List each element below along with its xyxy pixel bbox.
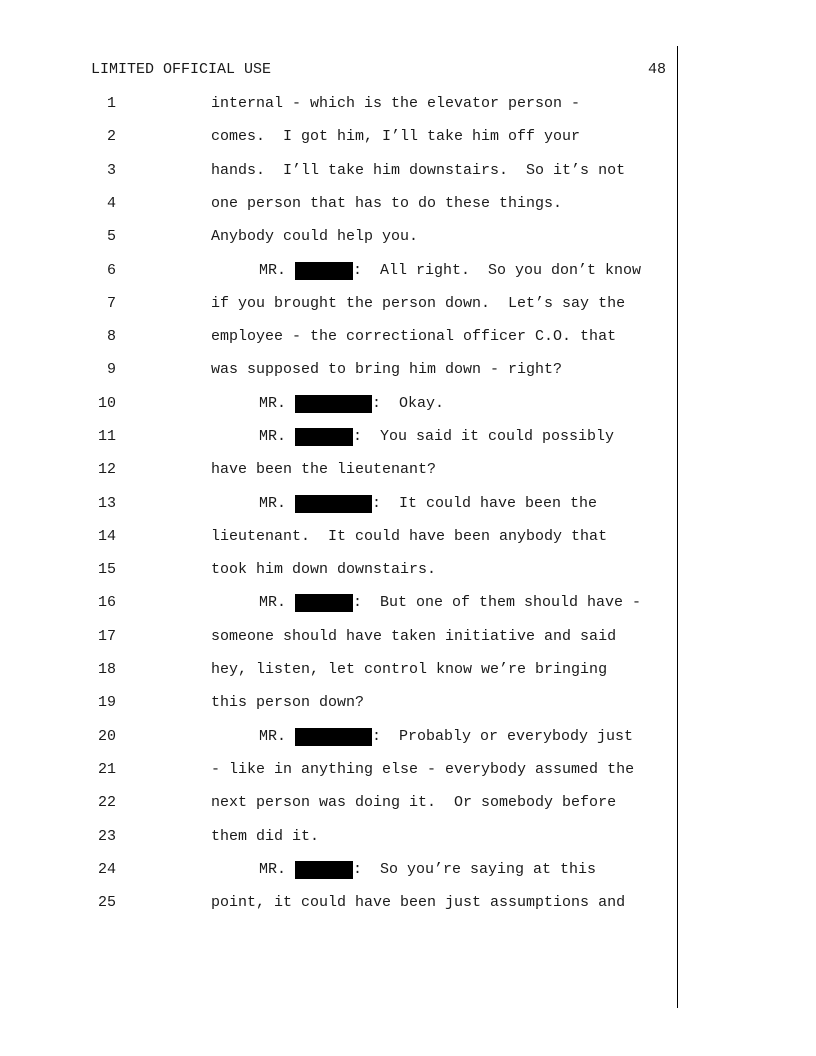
spoken-text: comes. I got him, I’ll take him off your <box>211 128 581 145</box>
line-number: 11 <box>97 428 116 445</box>
line-text <box>211 694 364 712</box>
transcript-line <box>0 894 816 927</box>
line-text <box>211 162 625 180</box>
redaction-box <box>295 861 353 879</box>
line-text <box>211 528 607 546</box>
transcript-line <box>0 761 816 794</box>
spoken-text: if you brought the person down. Let’s say the <box>211 295 626 312</box>
transcript-line <box>0 728 816 761</box>
line-text <box>211 128 580 146</box>
line-number: 21 <box>97 761 116 778</box>
line-number: 2 <box>106 128 116 145</box>
spoken-text: took him down downstairs. <box>211 561 437 578</box>
speaker-label: MR. <box>259 728 296 745</box>
spoken-text: lieutenant. It could have been anybody that <box>211 528 608 545</box>
line-text <box>211 228 418 246</box>
line-number: 20 <box>97 728 116 745</box>
line-text <box>211 95 580 113</box>
line-text <box>211 361 562 379</box>
line-number: 7 <box>106 295 116 312</box>
redaction-box <box>295 395 372 413</box>
spoken-text: - like in anything else - everybody assumed the <box>211 761 635 778</box>
classification-header: LIMITED OFFICIAL USE <box>91 61 272 78</box>
line-text <box>211 561 436 579</box>
transcript-line <box>0 861 816 894</box>
line-number: 16 <box>97 594 116 611</box>
redaction-box <box>295 495 372 513</box>
line-number: 12 <box>97 461 116 478</box>
line-number: 10 <box>97 395 116 412</box>
spoken-text: : But one of them should have - <box>353 594 642 611</box>
speaker-label: MR. <box>259 861 296 878</box>
speaker-label: MR. <box>259 395 296 412</box>
line-number: 3 <box>106 162 116 179</box>
spoken-text: internal - which is the elevator person - <box>211 95 581 112</box>
line-number: 8 <box>106 328 116 345</box>
redaction-box <box>295 594 353 612</box>
line-number: 19 <box>97 694 116 711</box>
transcript-line <box>0 395 816 428</box>
line-number: 13 <box>97 495 116 512</box>
line-text <box>259 728 633 746</box>
line-text <box>211 894 625 912</box>
line-text <box>211 461 436 479</box>
line-text <box>259 594 641 612</box>
line-text <box>259 395 444 413</box>
line-number: 23 <box>97 828 116 845</box>
transcript-line <box>0 428 816 461</box>
line-number: 1 <box>106 95 116 112</box>
line-number: 6 <box>106 262 116 279</box>
line-text <box>211 828 319 846</box>
line-text <box>259 428 614 446</box>
spoken-text: Anybody could help you. <box>211 228 419 245</box>
line-number: 15 <box>97 561 116 578</box>
transcript-line <box>0 128 816 161</box>
line-number: 5 <box>106 228 116 245</box>
redaction-box <box>295 428 353 446</box>
transcript-line <box>0 628 816 661</box>
spoken-text: : Probably or everybody just <box>372 728 634 745</box>
speaker-label: MR. <box>259 428 296 445</box>
transcript-line <box>0 228 816 261</box>
transcript-line <box>0 661 816 694</box>
spoken-text: : It could have been the <box>372 495 598 512</box>
redaction-box <box>295 262 353 280</box>
spoken-text: : So you’re saying at this <box>353 861 597 878</box>
spoken-text: : Okay. <box>372 395 445 412</box>
spoken-text: employee - the correctional officer C.O. that <box>211 328 617 345</box>
transcript-line <box>0 262 816 295</box>
transcript-line <box>0 461 816 494</box>
transcript-line <box>0 794 816 827</box>
line-number: 14 <box>97 528 116 545</box>
spoken-text: them did it. <box>211 828 320 845</box>
spoken-text: was supposed to bring him down - right? <box>211 361 563 378</box>
transcript-line <box>0 95 816 128</box>
line-number: 9 <box>106 361 116 378</box>
spoken-text: hands. I’ll take him downstairs. So it’s not <box>211 162 626 179</box>
transcript-line <box>0 828 816 861</box>
spoken-text: one person that has to do these things. <box>211 195 563 212</box>
line-text <box>211 761 634 779</box>
spoken-text: : All right. So you don’t know <box>353 262 642 279</box>
transcript-line <box>0 361 816 394</box>
line-text <box>211 794 616 812</box>
transcript-line <box>0 328 816 361</box>
transcript-line <box>0 295 816 328</box>
line-text <box>259 861 596 879</box>
spoken-text: hey, listen, let control know we’re bringing <box>211 661 608 678</box>
transcript-line <box>0 528 816 561</box>
spoken-text: : You said it could possibly <box>353 428 615 445</box>
line-number: 25 <box>97 894 116 911</box>
line-number: 22 <box>97 794 116 811</box>
spoken-text: this person down? <box>211 694 365 711</box>
spoken-text: next person was doing it. Or somebody before <box>211 794 617 811</box>
speaker-label: MR. <box>259 495 296 512</box>
transcript-line <box>0 594 816 627</box>
line-text <box>211 195 562 213</box>
page-number: 48 <box>647 61 666 78</box>
line-text <box>211 328 616 346</box>
spoken-text: have been the lieutenant? <box>211 461 437 478</box>
line-number: 17 <box>97 628 116 645</box>
redaction-box <box>295 728 372 746</box>
line-text <box>259 262 641 280</box>
line-text <box>211 628 616 646</box>
transcript-line <box>0 162 816 195</box>
transcript-line <box>0 561 816 594</box>
line-number: 4 <box>106 195 116 212</box>
line-text <box>211 661 607 679</box>
line-number: 18 <box>97 661 116 678</box>
speaker-label: MR. <box>259 594 296 611</box>
line-number: 24 <box>97 861 116 878</box>
transcript-line <box>0 495 816 528</box>
line-text <box>211 295 625 313</box>
transcript-line <box>0 195 816 228</box>
spoken-text: point, it could have been just assumptions and <box>211 894 626 911</box>
line-text <box>259 495 597 513</box>
spoken-text: someone should have taken initiative and said <box>211 628 617 645</box>
speaker-label: MR. <box>259 262 296 279</box>
transcript-line <box>0 694 816 727</box>
